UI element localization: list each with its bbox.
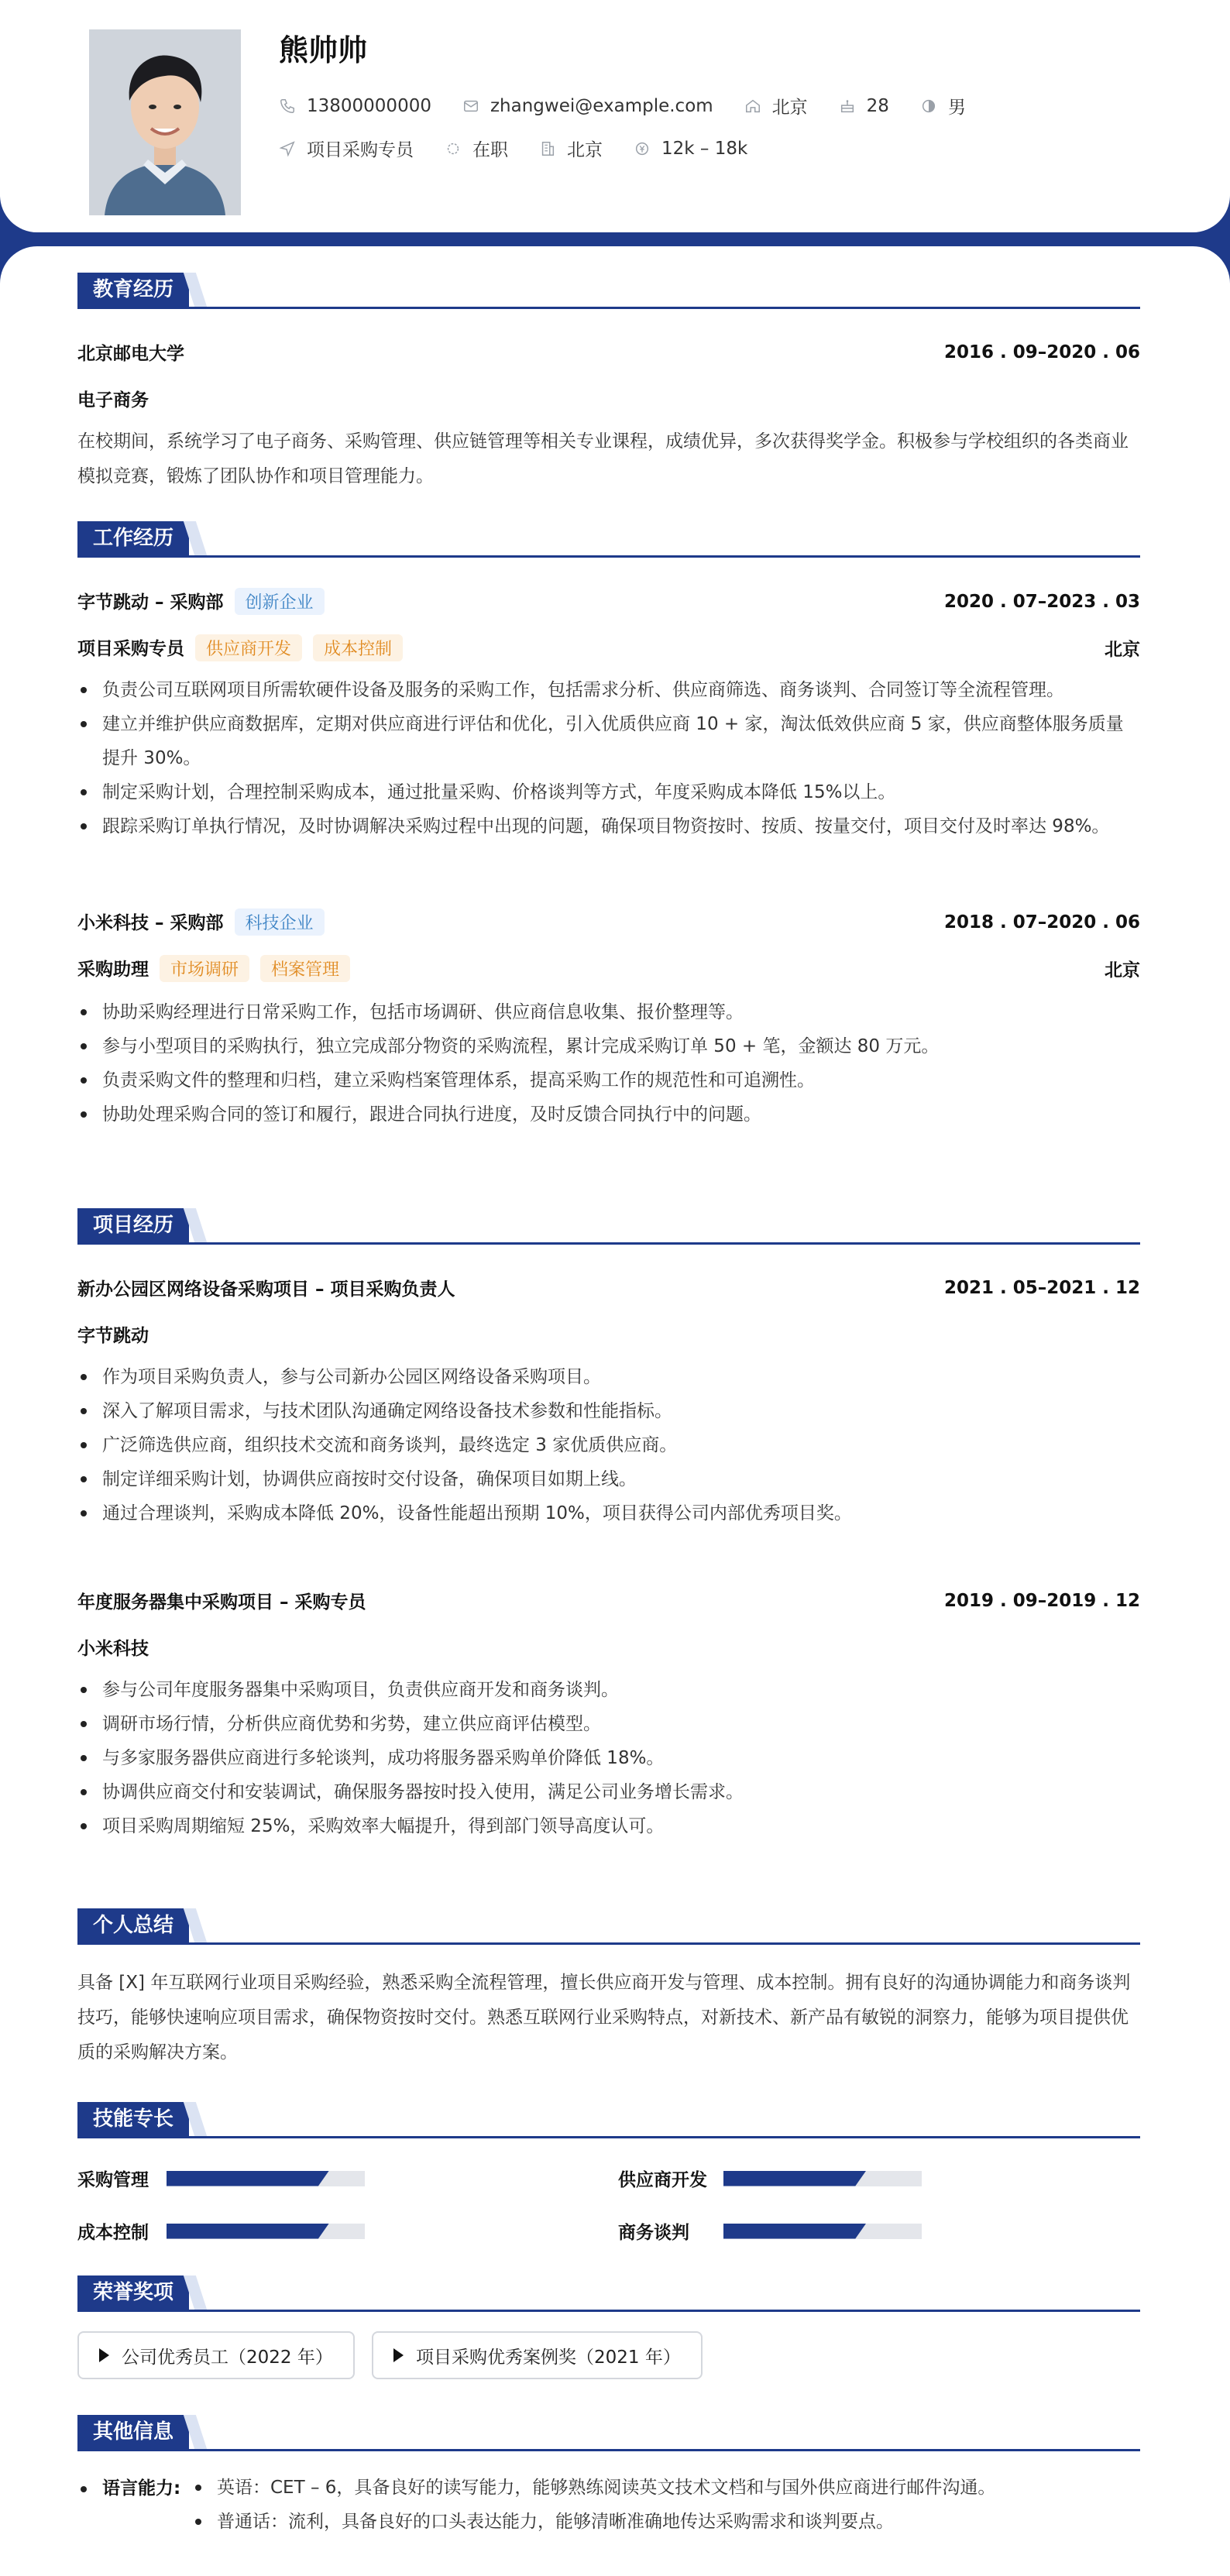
list-item: 广泛筛选供应商，组织技术交流和商务谈判，最终选定 3 家优质供应商。	[77, 1428, 1140, 1462]
skill-name: 商务谈判	[618, 2223, 689, 2243]
section-title-tab: 荣誉奖项	[77, 2275, 189, 2310]
location-item	[744, 93, 808, 118]
bullet-dot	[81, 2486, 87, 2492]
list-item: 制定采购计划，合理控制采购成本，通过批量采购、价格谈判等方式，年度采购成本降低 15%以上。	[77, 775, 1140, 809]
skill-item	[77, 2166, 365, 2191]
contact-row	[279, 93, 997, 118]
skill-bar-fill	[167, 2171, 329, 2186]
building-icon	[539, 140, 556, 157]
work-header-row	[77, 908, 1140, 936]
list-item: 作为项目采购负责人，参与公司新办公园区网络设备采购项目。	[77, 1360, 1140, 1394]
section-title	[77, 1208, 1140, 1245]
list-item: 参与公司年度服务器集中采购项目，负责供应商开发和商务谈判。	[77, 1673, 1140, 1707]
work-role	[77, 634, 403, 661]
money-icon	[634, 140, 651, 157]
section-title-tab: 教育经历	[77, 273, 189, 307]
skill-tag: 成本控制	[313, 634, 403, 661]
position-item	[279, 136, 414, 161]
list-item: 与多家服务器供应商进行多轮谈判，成功将服务器采购单价降低 18%。	[77, 1741, 1140, 1775]
skill-name: 采购管理	[77, 2170, 149, 2190]
award-chip	[77, 2331, 355, 2379]
project-title: 新办公园区网络设备采购项目 – 项目采购负责人	[77, 1279, 455, 1300]
list-item: 协助处理采购合同的签订和履行，跟进合同执行进度，及时反馈合同执行中的问题。	[77, 1097, 1140, 1132]
award-chip	[372, 2331, 703, 2379]
list-item: 通过合理谈判，采购成本降低 20%，设备性能超出预期 10%，项目获得公司内部优秀项目奖。	[77, 1496, 1140, 1530]
city-text: 北京	[567, 140, 603, 160]
project-org: 小米科技	[77, 1639, 149, 1659]
project-header-row	[77, 1275, 1140, 1300]
role-name: 采购助理	[77, 960, 149, 980]
section-title	[77, 1908, 1140, 1945]
position-text: 项目采购专员	[307, 140, 414, 160]
resume-header	[0, 0, 1230, 232]
job-info-row	[279, 136, 778, 161]
phone-item	[279, 96, 431, 116]
awards-list	[77, 2331, 1140, 2379]
skill-bar-fill	[723, 2224, 866, 2239]
cake-icon	[839, 98, 856, 115]
language-list	[192, 2471, 1140, 2539]
skill-bar-fill	[167, 2224, 329, 2239]
skill-tag: 档案管理	[260, 955, 350, 982]
projects-section	[77, 1208, 1140, 1836]
work-role-row	[77, 634, 1140, 661]
list-item: 普通话：流利，具备良好的口头表达能力，能够清晰准确地传达采购需求和谈判要点。	[192, 2505, 1140, 2539]
candidate-name: 熊帅帅	[279, 33, 368, 67]
section-title-tab: 工作经历	[77, 521, 189, 555]
age-item	[839, 96, 889, 116]
language-label: 语言能力:	[102, 2478, 181, 2499]
skill-tag: 供应商开发	[195, 634, 302, 661]
education-section	[77, 273, 1140, 486]
company-name: 字节跳动 – 采购部	[77, 592, 224, 613]
work-bullets	[77, 673, 1140, 843]
section-title	[77, 273, 1140, 309]
home-icon	[744, 98, 761, 115]
award-text: 公司优秀员工（2022 年）	[122, 2347, 333, 2368]
city-item	[539, 136, 603, 161]
work-section	[77, 521, 1140, 1125]
skill-bar	[723, 2224, 922, 2239]
section-title	[77, 2275, 1140, 2312]
triangle-icon	[393, 2348, 404, 2362]
work-company	[77, 588, 325, 615]
age-text: 28	[866, 95, 889, 116]
gender-item	[920, 93, 966, 118]
other-section	[77, 2415, 1140, 2532]
section-title	[77, 2415, 1140, 2451]
status-item	[445, 136, 508, 161]
work-bullets	[77, 995, 1140, 1132]
salary-item	[634, 139, 747, 159]
section-title-tab: 技能专长	[77, 2102, 189, 2136]
section-title-tab: 个人总结	[77, 1908, 189, 1942]
major-name: 电子商务	[77, 390, 149, 410]
section-title	[77, 2102, 1140, 2138]
list-item: 跟踪采购订单执行情况，及时协调解决采购过程中出现的问题，确保项目物资按时、按质、按量交付，项目交付及时率达 98%。	[77, 809, 1140, 843]
list-item: 协助采购经理进行日常采购工作，包括市场调研、供应商信息收集、报价整理等。	[77, 995, 1140, 1029]
list-item: 参与小型项目的采购执行，独立完成部分物资的采购流程，累计完成采购订单 50 + 笔，金额达 80 万元。	[77, 1029, 1140, 1063]
skill-bar-fill	[723, 2171, 866, 2186]
skill-item	[618, 2166, 922, 2191]
work-location: 北京	[1105, 640, 1140, 660]
skill-bar	[167, 2224, 365, 2239]
company-tag: 科技企业	[235, 908, 325, 936]
work-date: 2020 . 07–2023 . 03	[943, 591, 1140, 612]
work-date: 2018 . 07–2020 . 06	[943, 912, 1140, 933]
summary-text: 具备 [X] 年互联网行业项目采购经验，熟悉采购全流程管理，擅长供应商开发与管理、成本控制。拥有良好的沟通协调能力和商务谈判技巧，能够快速响应项目需求，确保物资按时交付。熟悉互联网行业采购特点，对新技术、新产品有敏锐的洞察力，能够为项目提供优质的采购解决方案。	[77, 1973, 1131, 2063]
section-title	[77, 521, 1140, 558]
education-date: 2016 . 09–2020 . 06	[943, 342, 1140, 362]
email-item	[462, 96, 713, 116]
list-item: 英语：CET – 6，具备良好的读写能力，能够熟练阅读英文技术文档和与国外供应商进行邮件沟通。	[192, 2471, 1140, 2505]
skill-name: 成本控制	[77, 2223, 149, 2243]
work-location: 北京	[1105, 960, 1140, 981]
project-title: 年度服务器集中采购项目 – 采购专员	[77, 1592, 366, 1613]
status-text: 在职	[472, 140, 508, 160]
phone-text: 13800000000	[307, 95, 431, 116]
summary-section	[77, 1908, 1140, 2063]
work-role-row	[77, 955, 1140, 982]
send-icon	[279, 140, 296, 157]
skills-section	[77, 2102, 1140, 2243]
list-item: 制定详细采购计划，协调供应商按时交付设备，确保项目如期上线。	[77, 1462, 1140, 1496]
list-item: 协调供应商交付和安装调试，确保服务器按时投入使用，满足公司业务增长需求。	[77, 1775, 1140, 1809]
skill-tag: 市场调研	[160, 955, 249, 982]
project-date: 2021 . 05–2021 . 12	[943, 1277, 1140, 1298]
role-name: 项目采购专员	[77, 639, 184, 659]
phone-icon	[279, 98, 296, 115]
work-company	[77, 908, 325, 936]
major-row	[77, 386, 1140, 411]
section-title-tab: 其他信息	[77, 2415, 189, 2449]
location-text: 北京	[771, 98, 808, 118]
project-date: 2019 . 09–2019 . 12	[943, 1590, 1140, 1611]
awards-section	[77, 2275, 1140, 2368]
avatar-photo	[89, 29, 241, 215]
salary-text: 12k – 18k	[661, 138, 748, 159]
gender-text: 男	[947, 98, 966, 118]
project-org-row	[77, 1321, 1140, 1347]
status-icon	[445, 140, 462, 157]
work-header-row	[77, 588, 1140, 615]
triangle-icon	[99, 2348, 109, 2362]
resume-body	[0, 246, 1230, 2576]
project-org: 字节跳动	[77, 1326, 149, 1346]
work-role	[77, 955, 350, 982]
school-name: 北京邮电大学	[77, 344, 184, 364]
list-item: 负责公司互联网项目所需软硬件设备及服务的采购工作，包括需求分析、供应商筛选、商务谈判、合同签订等全流程管理。	[77, 673, 1140, 707]
email-text: zhangwei@example.com	[490, 95, 713, 116]
education-description: 在校期间，系统学习了电子商务、采购管理、供应链管理等相关专业课程，成绩优异，多次获得奖学金。积极参与学校组织的各类商业模拟竞赛，锻炼了团队协作和项目管理能力。	[77, 431, 1129, 486]
project-bullets	[77, 1360, 1140, 1530]
list-item: 调研市场行情，分析供应商优势和劣势，建立供应商评估模型。	[77, 1707, 1140, 1741]
project-org-row	[77, 1634, 1140, 1660]
skill-item	[618, 2218, 922, 2244]
company-name: 小米科技 – 采购部	[77, 913, 224, 933]
section-title-tab: 项目经历	[77, 1208, 189, 1242]
company-tag: 创新企业	[235, 588, 325, 615]
list-item: 负责采购文件的整理和归档，建立采购档案管理体系，提高采购工作的规范性和可追溯性。	[77, 1063, 1140, 1097]
list-item: 深入了解项目需求，与技术团队沟通确定网络设备技术参数和性能指标。	[77, 1394, 1140, 1428]
skill-item	[77, 2218, 365, 2244]
email-icon	[462, 98, 479, 115]
skill-bar	[167, 2171, 365, 2186]
gender-icon	[920, 98, 937, 115]
education-row	[77, 339, 1140, 365]
skill-bar	[723, 2171, 922, 2186]
list-item: 项目采购周期缩短 25%，采购效率大幅提升，得到部门领导高度认可。	[77, 1809, 1140, 1843]
project-bullets	[77, 1673, 1140, 1843]
skill-name: 供应商开发	[618, 2170, 707, 2190]
list-item: 建立并维护供应商数据库，定期对供应商进行评估和优化，引入优质供应商 10 + 家，淘汰低效供应商 5 家，供应商整体服务质量提升 30%。	[77, 707, 1140, 775]
award-text: 项目采购优秀案例奖（2021 年）	[416, 2347, 681, 2368]
project-header-row	[77, 1588, 1140, 1613]
